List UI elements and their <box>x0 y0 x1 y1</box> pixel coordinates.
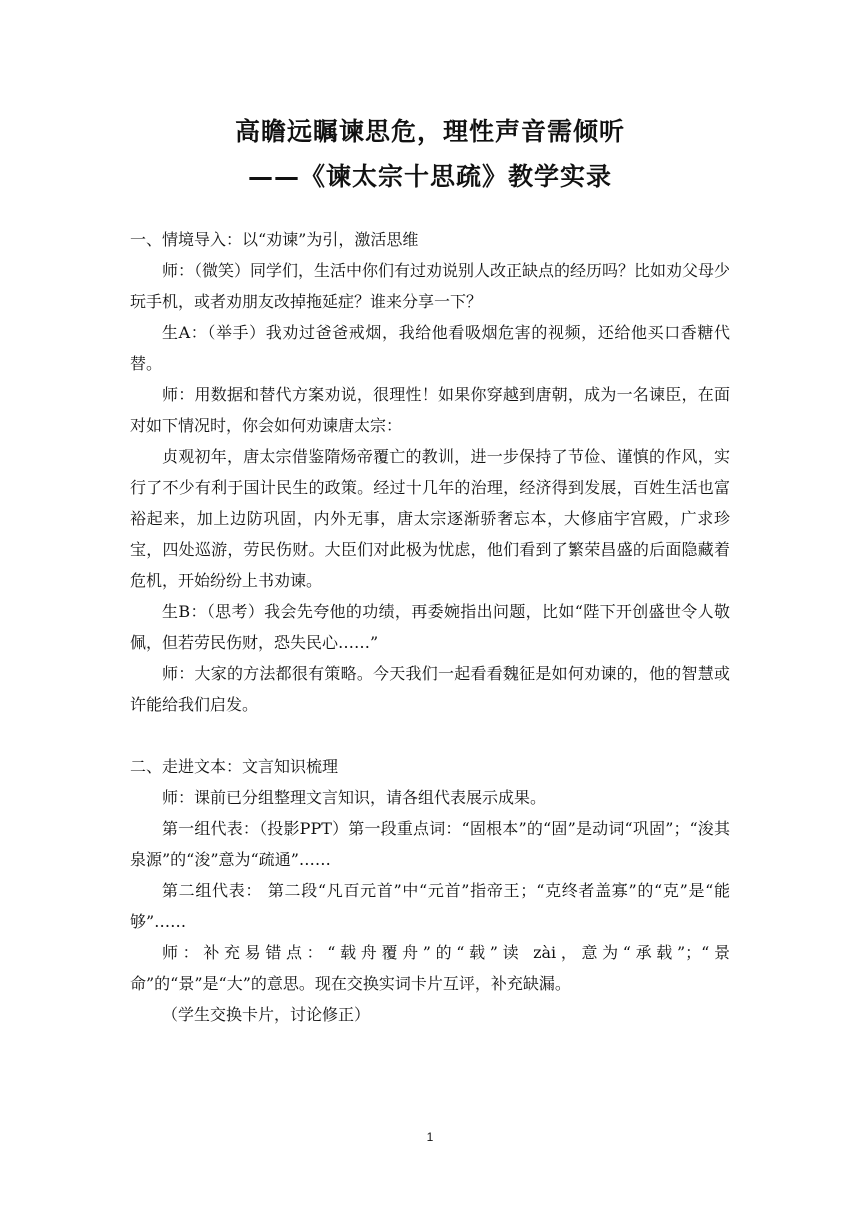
document-title: 高瞻远瞩谏思危，理性声音需倾听 <box>234 117 625 146</box>
quoted-paragraph: 贞观初年，唐太宗借鉴隋炀帝覆亡的教训，进一步保持了节俭、谨慎的作风，实行了不少有利于国计民生的政策。经过十几年的治理，经济得到发展，百姓生活也富裕起来，加上边防巩固，内外无事，唐太宗逐渐骄奢忘本，大修庙宇宫殿，广求珍宝，四处巡游，劳民伤财。大臣们对此极为忧虑，他们看到了繁荣昌盛的后面隐藏着危机，开始纷纷上书劝谏。 <box>130 447 730 590</box>
paragraph: 第二组代表： 第二段“凡百元首”中“元首”指帝王；“克终者盖寡”的“克”是“能够”…… <box>130 881 730 931</box>
paragraph: 生B：（思考）我会先夸他的功绩，再委婉指出问题，比如“陛下开创盛世令人敬佩，但若劳民伤财，恐失民心……” <box>130 602 730 652</box>
page-number: 1 <box>426 1130 434 1144</box>
section-heading: 一、情境导入：以“劝谏”为引，激活思维 <box>130 230 419 249</box>
paragraph: 第一组代表：（投影PPT）第一段重点词：“固根本”的“固”是动词“巩固”；“浚其泉源”的“浚”意为“疏通”…… <box>130 819 730 869</box>
paragraph: 生A：（举手）我劝过爸爸戒烟，我给他看吸烟危害的视频，还给他买口香糖代替。 <box>130 323 730 373</box>
paragraph: 师：用数据和替代方案劝说，很理性！如果你穿越到唐朝，成为一名谏臣，在面对如下情况时，你会如何劝谏唐太宗： <box>130 385 730 435</box>
blank-line <box>130 720 730 751</box>
document-body <box>130 224 730 1030</box>
stage-direction: （学生交换卡片，讨论修正） <box>162 1005 371 1024</box>
paragraph: 师：课前已分组整理文言知识，请各组代表展示成果。 <box>162 788 547 807</box>
document-subtitle: ——《谏太宗十思疏》教学实录 <box>247 162 612 191</box>
paragraph: 师：补充易错点：“载舟覆舟”的“载”读 zài，意为“承载”；“景命”的“景”是“大”的意思。现在交换实词卡片互评，补充缺漏。 <box>130 943 730 993</box>
paragraph: 师：（微笑）同学们，生活中你们有过劝说别人改正缺点的经历吗？比如劝父母少玩手机，或者劝朋友改掉拖延症？谁来分享一下？ <box>130 261 731 311</box>
section-heading: 二、走进文本：文言知识梳理 <box>130 757 339 776</box>
paragraph: 师：大家的方法都很有策略。今天我们一起看看魏征是如何劝谏的，他的智慧或许能给我们启发。 <box>130 664 730 714</box>
